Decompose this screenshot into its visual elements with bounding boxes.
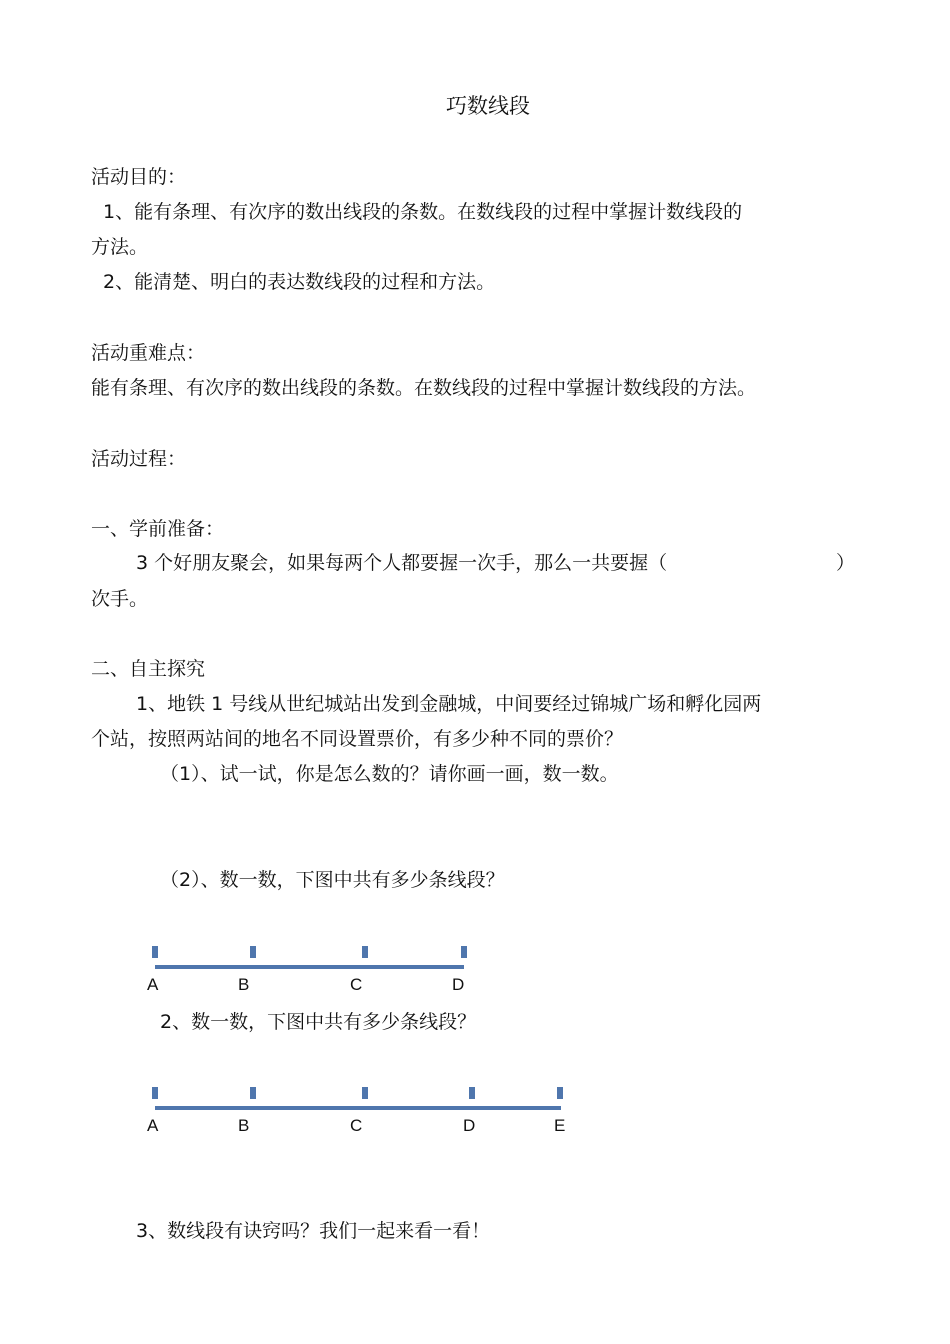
segment-diagram-2 <box>152 1087 563 1108</box>
section-2-heading: 二、自主探究 <box>91 658 206 680</box>
tick-mark <box>362 1087 368 1099</box>
tick-mark <box>250 1087 256 1099</box>
subway-subquestion-1: （1）、试一试，你是怎么数的？请你画一画，数一数。 <box>160 763 619 785</box>
question-2: 2、数一数，下图中共有多少条线段？ <box>160 1011 477 1033</box>
point-label-a: A <box>147 975 159 994</box>
point-label-e: E <box>554 1116 566 1135</box>
subway-subquestion-2: （2）、数一数，下图中共有多少条线段？ <box>160 869 505 891</box>
key-points-heading: 活动重难点： <box>91 342 206 364</box>
tick-mark <box>362 946 368 958</box>
process-heading: 活动过程： <box>91 448 187 470</box>
point-label-d: D <box>452 975 465 994</box>
handshake-question-line-2: 次手。 <box>91 588 149 610</box>
subway-question-line-1: 1、地铁 1 号线从世纪城站出发到金融城，中间要经过锦城广场和孵化园两 <box>136 693 762 715</box>
point-label-b: B <box>238 1116 250 1135</box>
tick-mark <box>250 946 256 958</box>
answer-blank-close: ） <box>836 552 856 574</box>
tick-mark <box>152 946 158 958</box>
subway-question-line-2: 个站，按照两站间的地名不同设置票价，有多少种不同的票价？ <box>91 728 624 750</box>
section-1-heading: 一、学前准备： <box>91 518 225 540</box>
segment-diagram-1 <box>152 946 467 967</box>
tick-mark <box>461 946 467 958</box>
tick-mark <box>469 1087 475 1099</box>
question-3: 3、数线段有诀窍吗？我们一起来看一看！ <box>136 1220 491 1242</box>
point-label-c: C <box>350 975 363 994</box>
purpose-heading: 活动目的： <box>91 166 187 188</box>
page-title: 巧数线段 <box>446 94 530 118</box>
purpose-item-1-line-2: 方法。 <box>91 236 149 258</box>
point-label-d: D <box>463 1116 476 1135</box>
purpose-item-1-line-1: 1、能有条理、有次序的数出线段的条数。在数线段的过程中掌握计数线段的 <box>103 201 743 223</box>
handshake-question-line-1: 3 个好朋友聚会，如果每两个人都要握一次手，那么一共要握（ <box>136 552 668 574</box>
point-label-a: A <box>147 1116 159 1135</box>
point-label-b: B <box>238 975 250 994</box>
tick-mark <box>557 1087 563 1099</box>
key-points-text: 能有条理、有次序的数出线段的条数。在数线段的过程中掌握计数线段的方法。 <box>91 377 757 399</box>
tick-mark <box>152 1087 158 1099</box>
point-label-c: C <box>350 1116 363 1135</box>
purpose-item-2: 2、能清楚、明白的表达数线段的过程和方法。 <box>103 271 496 293</box>
